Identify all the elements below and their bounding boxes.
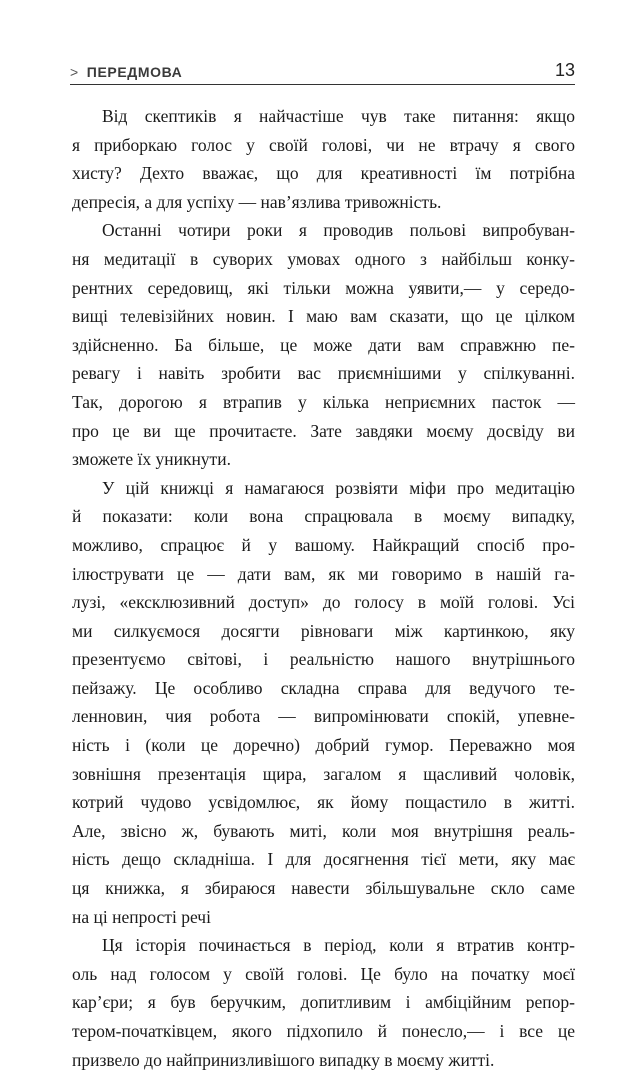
paragraph	[72, 216, 575, 473]
page-number: 13	[554, 60, 575, 80]
paragraph	[72, 474, 575, 932]
text-line: ність і (коли це доречно) добрий гумор. Переважно моя	[72, 735, 575, 756]
section-title	[70, 64, 182, 80]
text-line: ця книжка, я збираюся навести збільшувальне скло саме	[72, 878, 575, 899]
text-line: зможете їх уникнути.	[72, 449, 231, 470]
text-line: тером-початківцем, якого підхопило й понесло,— і все це	[72, 1021, 575, 1041]
text-line: ревагу і навіть зробити вас приємнішими у спілкуванні.	[72, 363, 575, 384]
text-line: пейзажу. Це особливо складна справа для ведучого те-	[72, 677, 575, 698]
text-line: Так, дорогою я втрапив у кілька неприємних пасток —	[72, 391, 575, 412]
text-line: ілюструвати це — дати вам, як ми говоримо в нашій га-	[72, 563, 575, 584]
text-line: депресія, а для успіху — нав’язлива тривожність.	[72, 191, 442, 212]
text-line: рентних середовищ, які тільки можна уявити,— у середо-	[72, 277, 575, 298]
text-line: призвело до найпринизливішого випадку в моєму житті.	[72, 1049, 495, 1070]
chevron-right-icon: >	[70, 64, 79, 80]
paragraph	[72, 931, 575, 1074]
text-line: котрий чудово усвідомлює, як йому пощастило в житті.	[72, 792, 575, 813]
text-line: зовнішня презентація щира, загалом я щасливий чоловік,	[72, 763, 575, 784]
paragraph	[72, 102, 575, 216]
text-line: здійсненно. Ба більше, це може дати вам справжню пе-	[72, 334, 575, 355]
text-line: вищі телевізійних новин. І маю вам сказати, що це цілком	[72, 306, 575, 327]
text-line: ми силкуємося досягти рівноваги між картинкою, яку	[72, 620, 575, 641]
text-line: лузі, «ексклюзивний доступ» до голосу в моїй голові. Усі	[72, 592, 575, 613]
text-line: ність дещо складніша. І для досягнення тієї мети, яку має	[72, 849, 575, 870]
text-line: про це ви ще прочитаєте. Зате завдяки моєму досвіду ви	[72, 420, 575, 441]
text-line: Останні чотири роки я проводив польові випробуван-	[102, 220, 575, 241]
text-line: й показати: коли вона спрацювала в моєму випадку,	[72, 506, 575, 527]
page-body	[72, 102, 575, 1074]
text-line: ленновин, чия робота — випромінювати спокій, упевне-	[72, 706, 575, 727]
text-line: У цій книжці я намагаюся розвіяти міфи про медитацію	[102, 477, 575, 498]
text-line: хисту? Дехто вважає, що для креативності їм потрібна	[72, 163, 575, 184]
text-line: Від скептиків я найчастіше чув таке питання: якщо	[102, 106, 575, 126]
text-line: оль над голосом у своїй голові. Це було на початку моєї	[72, 963, 575, 984]
section-title-text: ПЕРЕДМОВА	[86, 64, 183, 80]
text-line: презентуємо світові, і реальністю нашого внутрішнього	[72, 649, 575, 670]
running-header	[70, 58, 575, 84]
text-line: кар’єри; я був беручким, допитливим і амбіційним репор-	[72, 992, 575, 1013]
text-line: ня медитації в суворих умовах одного з найбільш конку-	[72, 248, 575, 269]
text-line: на ці непрості речі	[72, 906, 211, 927]
text-line: Але, звісно ж, бувають миті, коли моя внутрішня реаль-	[72, 820, 575, 841]
text-line: Ця історія починається в період, коли я втратив контр-	[102, 935, 575, 956]
text-line: можливо, спрацює й у вашому. Найкращий спосіб про-	[72, 534, 575, 555]
text-line: я приборкаю голос у своїй голові, чи не втрачу я свого	[72, 134, 575, 155]
header-divider	[70, 84, 575, 85]
